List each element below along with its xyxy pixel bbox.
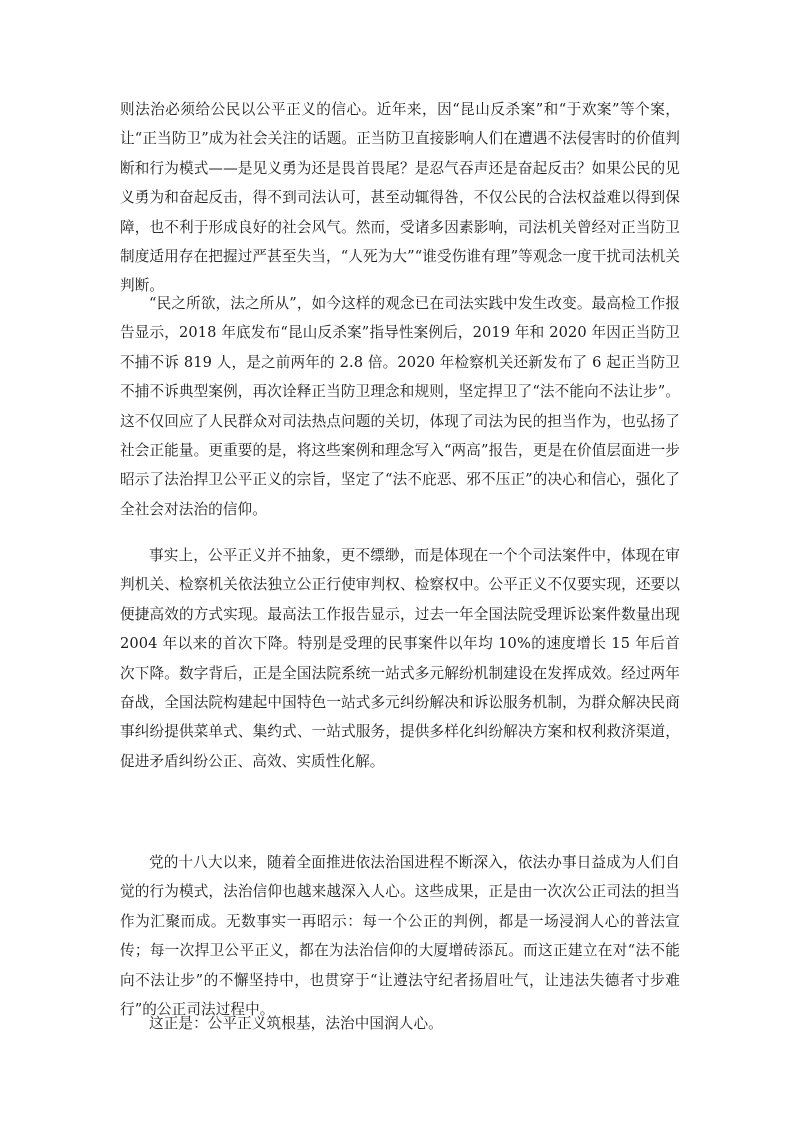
paragraph-3: 事实上，公平正义并不抽象，更不缥缈，而是体现在一个个司法案件中，体现在审判机关、检察机关依法独立公正行使审判权、检察权中。公平正义不仅要实现，还要以便捷高效的方式实现。最高法工作报告显示，过去一年全国法院受理诉讼案件数量出现 2004 年以来的首次下降。特别是受理的民事案件以年均 10%的速度增长 15 年后首次下降。数字背后，正是全国法院系统一站式多元解纷机制建设在发挥成效。经过两年奋战，全国法院构建起中国特色一站式多元纠纷解决和诉讼服务机制，为群众解决民商事纠纷提供菜单式、集约式、一站式服务，提供多样化纠纷解决方案和权利救济渠道，促进矛盾纠纷公正、高效、实质性化解。 bbox=[120, 547, 680, 770]
paragraph-2: “民之所欲，法之所从”，如今这样的观念已在司法实践中发生改变。最高检工作报告显示，2018 年底发布“昆山反杀案”指导性案例后，2019 年和 2020 年因正当防卫不捕不诉 819 人，是之前两年的 2.8 倍。2020 年检察机关还新发布了 6 起正当防卫不捕不诉典型案例，再次诠释正当防卫理念和规则，坚定捍卫了“法不能向不法让步”。这不仅回应了人民群众对司法热点问题的关切，体现了司法为民的担当作为，也弘扬了社会正能量。更重要的是，将这些案例和理念写入“两高”报告，更是在价值层面进一步昭示了法治捍卫公平正义的宗旨，坚定了“法不庇恶、邪不压正”的决心和信心，强化了全社会对法治的信仰。 bbox=[120, 295, 680, 518]
paragraph-1: 则法治必须给公民以公平正义的信心。近年来，因“昆山反杀案”和“于欢案”等个案，让“正当防卫”成为社会关注的话题。正当防卫直接影响人们在遭遇不法侵害时的价值判断和行为模式——是见义勇为还是畏首畏尾？是忍气吞声还是奋起反击？如果公民的见义勇为和奋起反击，得不到司法认可，甚至动辄得咎，不仅公民的合法权益难以得到保障，也不利于形成良好的社会风气。然而，受诸多因素影响，司法机关曾经对正当防卫制度适用存在把握过严甚至失当，“人死为大”“谁受伤谁有理”等观念一度干扰司法机关判断。 bbox=[120, 101, 680, 295]
paragraph-4: 党的十八大以来，随着全面推进依法治国进程不断深入，依法办事日益成为人们自觉的行为模式，法治信仰也越来越深入人心。这些成果，正是由一次次公正司法的担当作为汇聚而成。无数事实一再昭示：每一个公正的判例，都是一场浸润人心的普法宣传；每一次捍卫公平正义，都在为法治信仰的大厦增砖添瓦。而这正建立在对“法不能向不法让步”的不懈坚持中，也贯穿于“让遵法守纪者扬眉吐气，让违法失德者寸步难行”的公正司法过程中。 bbox=[120, 854, 680, 1019]
paragraph-5-conclusion: 这正是：公平正义筑根基，法治中国润人心。 bbox=[149, 1015, 443, 1032]
